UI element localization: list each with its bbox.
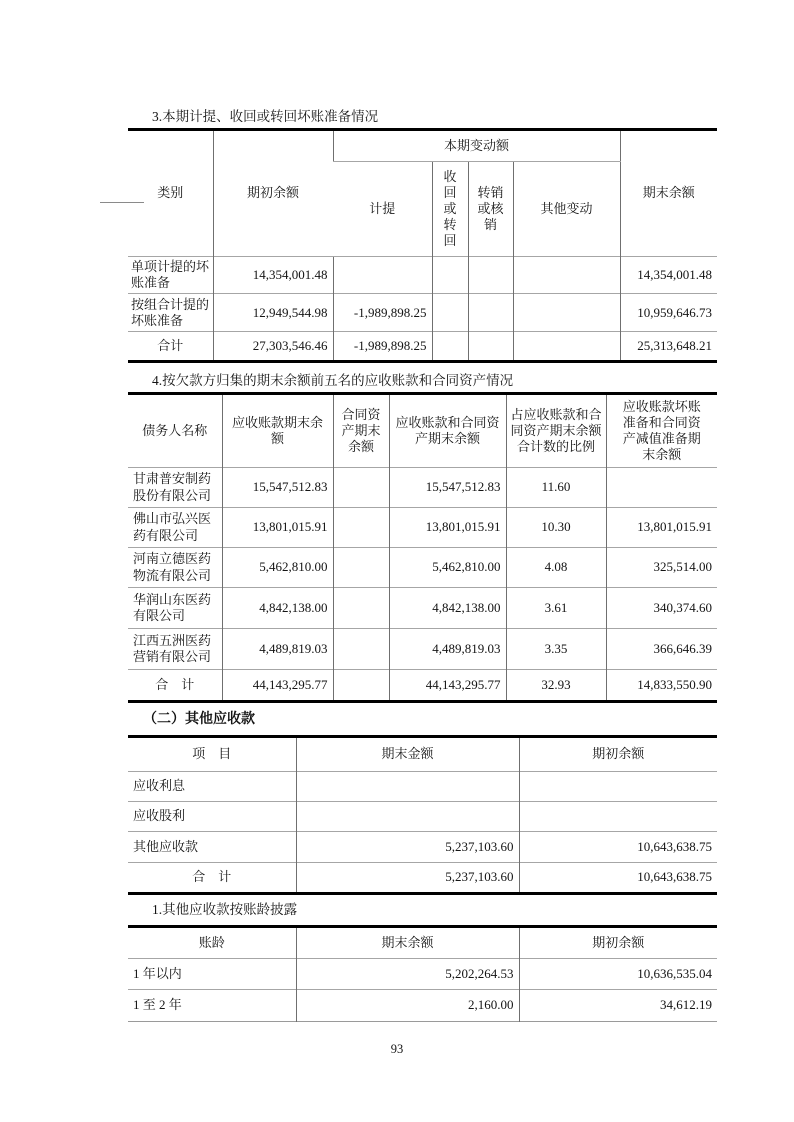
contract-cell bbox=[333, 629, 389, 670]
accrual-cell: -1,989,898.25 bbox=[333, 294, 432, 332]
opening-cell: 12,949,544.98 bbox=[213, 294, 333, 332]
opening-cell: 27,303,546.46 bbox=[213, 332, 333, 362]
ar-cell: 4,842,138.00 bbox=[222, 588, 333, 629]
provision-cell: 366,646.39 bbox=[606, 629, 717, 670]
total-cell: 5,462,810.00 bbox=[389, 548, 506, 588]
table-row bbox=[128, 990, 717, 1022]
table-row bbox=[128, 959, 717, 990]
debtor-name-cell: 江西五洲医药营销有限公司 bbox=[128, 629, 222, 670]
aging-cell: 1 年以内 bbox=[128, 959, 296, 990]
closing-cell: 25,313,648.21 bbox=[620, 332, 717, 362]
header-ar-closing: 应收账款期末余额 bbox=[222, 394, 333, 468]
header-accrual: 计提 bbox=[369, 200, 396, 216]
provision-cell: 14,833,550.90 bbox=[606, 670, 717, 702]
other-change-cell bbox=[513, 294, 620, 332]
header-opening-balance: 期初余额 bbox=[519, 927, 717, 959]
total-row bbox=[128, 863, 717, 894]
opening-cell: 10,643,638.75 bbox=[519, 832, 717, 863]
debtor-name-cell: 华润山东医药有限公司 bbox=[128, 588, 222, 629]
total-cell: 44,143,295.77 bbox=[389, 670, 506, 702]
closing-cell: 14,354,001.48 bbox=[620, 257, 717, 294]
pct-cell: 4.08 bbox=[506, 548, 606, 588]
item-cell: 应收股利 bbox=[128, 802, 296, 832]
header-opening-balance: 期初余额 bbox=[519, 737, 717, 772]
closing-cell: 2,160.00 bbox=[296, 990, 519, 1022]
header-item: 项 目 bbox=[192, 746, 232, 762]
provision-cell bbox=[606, 468, 717, 508]
other-change-cell bbox=[513, 257, 620, 294]
page-number: 93 bbox=[390, 1042, 404, 1056]
table-row bbox=[128, 588, 717, 629]
header-aging: 账龄 bbox=[198, 934, 225, 950]
debtor-name-cell: 河南立德医药物流有限公司 bbox=[128, 548, 222, 588]
pct-cell: 3.35 bbox=[506, 629, 606, 670]
header-closing-balance: 期末余额 bbox=[620, 130, 717, 257]
section-title-bad-debt: 3.本期计提、收回或转回坏账准备情况 bbox=[152, 109, 379, 124]
header-written-off: 转销或核销 bbox=[468, 162, 513, 257]
opening-cell: 10,643,638.75 bbox=[519, 863, 717, 894]
total-cell: 15,547,512.83 bbox=[389, 468, 506, 508]
top5-receivables-table bbox=[128, 392, 717, 703]
contract-cell bbox=[333, 588, 389, 629]
header-recovered: 收回或转回 bbox=[432, 162, 468, 257]
opening-cell bbox=[519, 802, 717, 832]
section-title-aging: 1.其他应收款按账龄披露 bbox=[152, 902, 298, 917]
table-header-row bbox=[128, 737, 717, 772]
closing-cell: 5,237,103.60 bbox=[296, 863, 519, 894]
debtor-name-cell: 佛山市弘兴医药有限公司 bbox=[128, 508, 222, 548]
section-title-other-receivables: （二）其他应收款 bbox=[143, 712, 255, 727]
table-row bbox=[128, 548, 717, 588]
provision-cell: 325,514.00 bbox=[606, 548, 717, 588]
pct-cell: 10.30 bbox=[506, 508, 606, 548]
accrual-cell: -1,989,898.25 bbox=[333, 332, 432, 362]
contract-cell bbox=[333, 548, 389, 588]
header-contract-closing: 合同资产期末余额 bbox=[333, 394, 389, 468]
contract-cell bbox=[333, 508, 389, 548]
written-off-cell bbox=[468, 294, 513, 332]
accrual-cell bbox=[333, 257, 432, 294]
table-row bbox=[128, 832, 717, 863]
header-closing-amount: 期末金额 bbox=[296, 737, 519, 772]
closing-cell: 5,202,264.53 bbox=[296, 959, 519, 990]
table-row bbox=[128, 257, 717, 294]
contract-cell bbox=[333, 468, 389, 508]
table-header-row bbox=[128, 394, 717, 468]
category-cell: 单项计提的坏账准备 bbox=[128, 257, 213, 294]
item-cell: 应收利息 bbox=[128, 772, 296, 802]
ar-cell: 15,547,512.83 bbox=[222, 468, 333, 508]
header-percentage: 占应收账款和合同资产期末余额合计数的比例 bbox=[506, 394, 606, 468]
aging-disclosure-table bbox=[128, 925, 717, 1022]
provision-cell: 13,801,015.91 bbox=[606, 508, 717, 548]
opening-cell: 10,636,535.04 bbox=[519, 959, 717, 990]
debtor-name-cell: 合 计 bbox=[128, 670, 222, 702]
aging-cell: 1 至 2 年 bbox=[128, 990, 296, 1022]
table-header-row bbox=[128, 927, 717, 959]
provision-cell: 340,374.60 bbox=[606, 588, 717, 629]
other-change-cell bbox=[513, 332, 620, 362]
other-receivables-table bbox=[128, 735, 717, 895]
ar-cell: 4,489,819.03 bbox=[222, 629, 333, 670]
opening-cell bbox=[519, 772, 717, 802]
table-row bbox=[128, 802, 717, 832]
written-off-cell bbox=[468, 332, 513, 362]
closing-cell: 5,237,103.60 bbox=[296, 832, 519, 863]
item-cell: 其他应收款 bbox=[128, 832, 296, 863]
header-provision: 应收账款坏账准备和合同资产减值准备期末余额 bbox=[606, 394, 717, 468]
header-current-change: 本期变动额 bbox=[333, 130, 620, 162]
contract-cell bbox=[333, 670, 389, 702]
total-cell: 4,489,819.03 bbox=[389, 629, 506, 670]
ar-cell: 5,462,810.00 bbox=[222, 548, 333, 588]
table-row bbox=[128, 629, 717, 670]
pct-cell: 32.93 bbox=[506, 670, 606, 702]
section-title-top5-receivables: 4.按欠款方归集的期末余额前五名的应收账款和合同资产情况 bbox=[152, 373, 514, 388]
header-closing-balance: 期末余额 bbox=[296, 927, 519, 959]
opening-cell: 14,354,001.48 bbox=[213, 257, 333, 294]
total-cell: 13,801,015.91 bbox=[389, 508, 506, 548]
closing-cell: 10,959,646.73 bbox=[620, 294, 717, 332]
header-category: 类别 bbox=[157, 185, 184, 201]
pct-cell: 11.60 bbox=[506, 468, 606, 508]
written-off-cell bbox=[468, 257, 513, 294]
item-cell: 合 计 bbox=[128, 863, 296, 894]
table-row bbox=[128, 294, 717, 332]
table-row bbox=[128, 468, 717, 508]
ar-cell: 44,143,295.77 bbox=[222, 670, 333, 702]
ar-cell: 13,801,015.91 bbox=[222, 508, 333, 548]
closing-cell bbox=[296, 802, 519, 832]
table-header-row bbox=[128, 130, 717, 162]
category-cell: 合计 bbox=[128, 332, 213, 362]
pct-cell: 3.61 bbox=[506, 588, 606, 629]
total-row bbox=[128, 332, 717, 362]
header-opening-balance: 期初余额 bbox=[213, 130, 333, 257]
debtor-name-cell: 甘肃普安制药股份有限公司 bbox=[128, 468, 222, 508]
header-debtor-name: 债务人名称 bbox=[142, 422, 208, 438]
table-row bbox=[128, 508, 717, 548]
bad-debt-provision-table bbox=[128, 128, 717, 363]
header-ar-contract-closing: 应收账款和合同资产期末余额 bbox=[389, 394, 506, 468]
table-row bbox=[128, 772, 717, 802]
closing-cell bbox=[296, 772, 519, 802]
recovered-cell bbox=[432, 332, 468, 362]
total-row bbox=[128, 670, 717, 702]
category-cell: 按组合计提的坏账准备 bbox=[128, 294, 213, 332]
recovered-cell bbox=[432, 294, 468, 332]
header-other-change: 其他变动 bbox=[513, 162, 620, 257]
recovered-cell bbox=[432, 257, 468, 294]
total-cell: 4,842,138.00 bbox=[389, 588, 506, 629]
opening-cell: 34,612.19 bbox=[519, 990, 717, 1022]
